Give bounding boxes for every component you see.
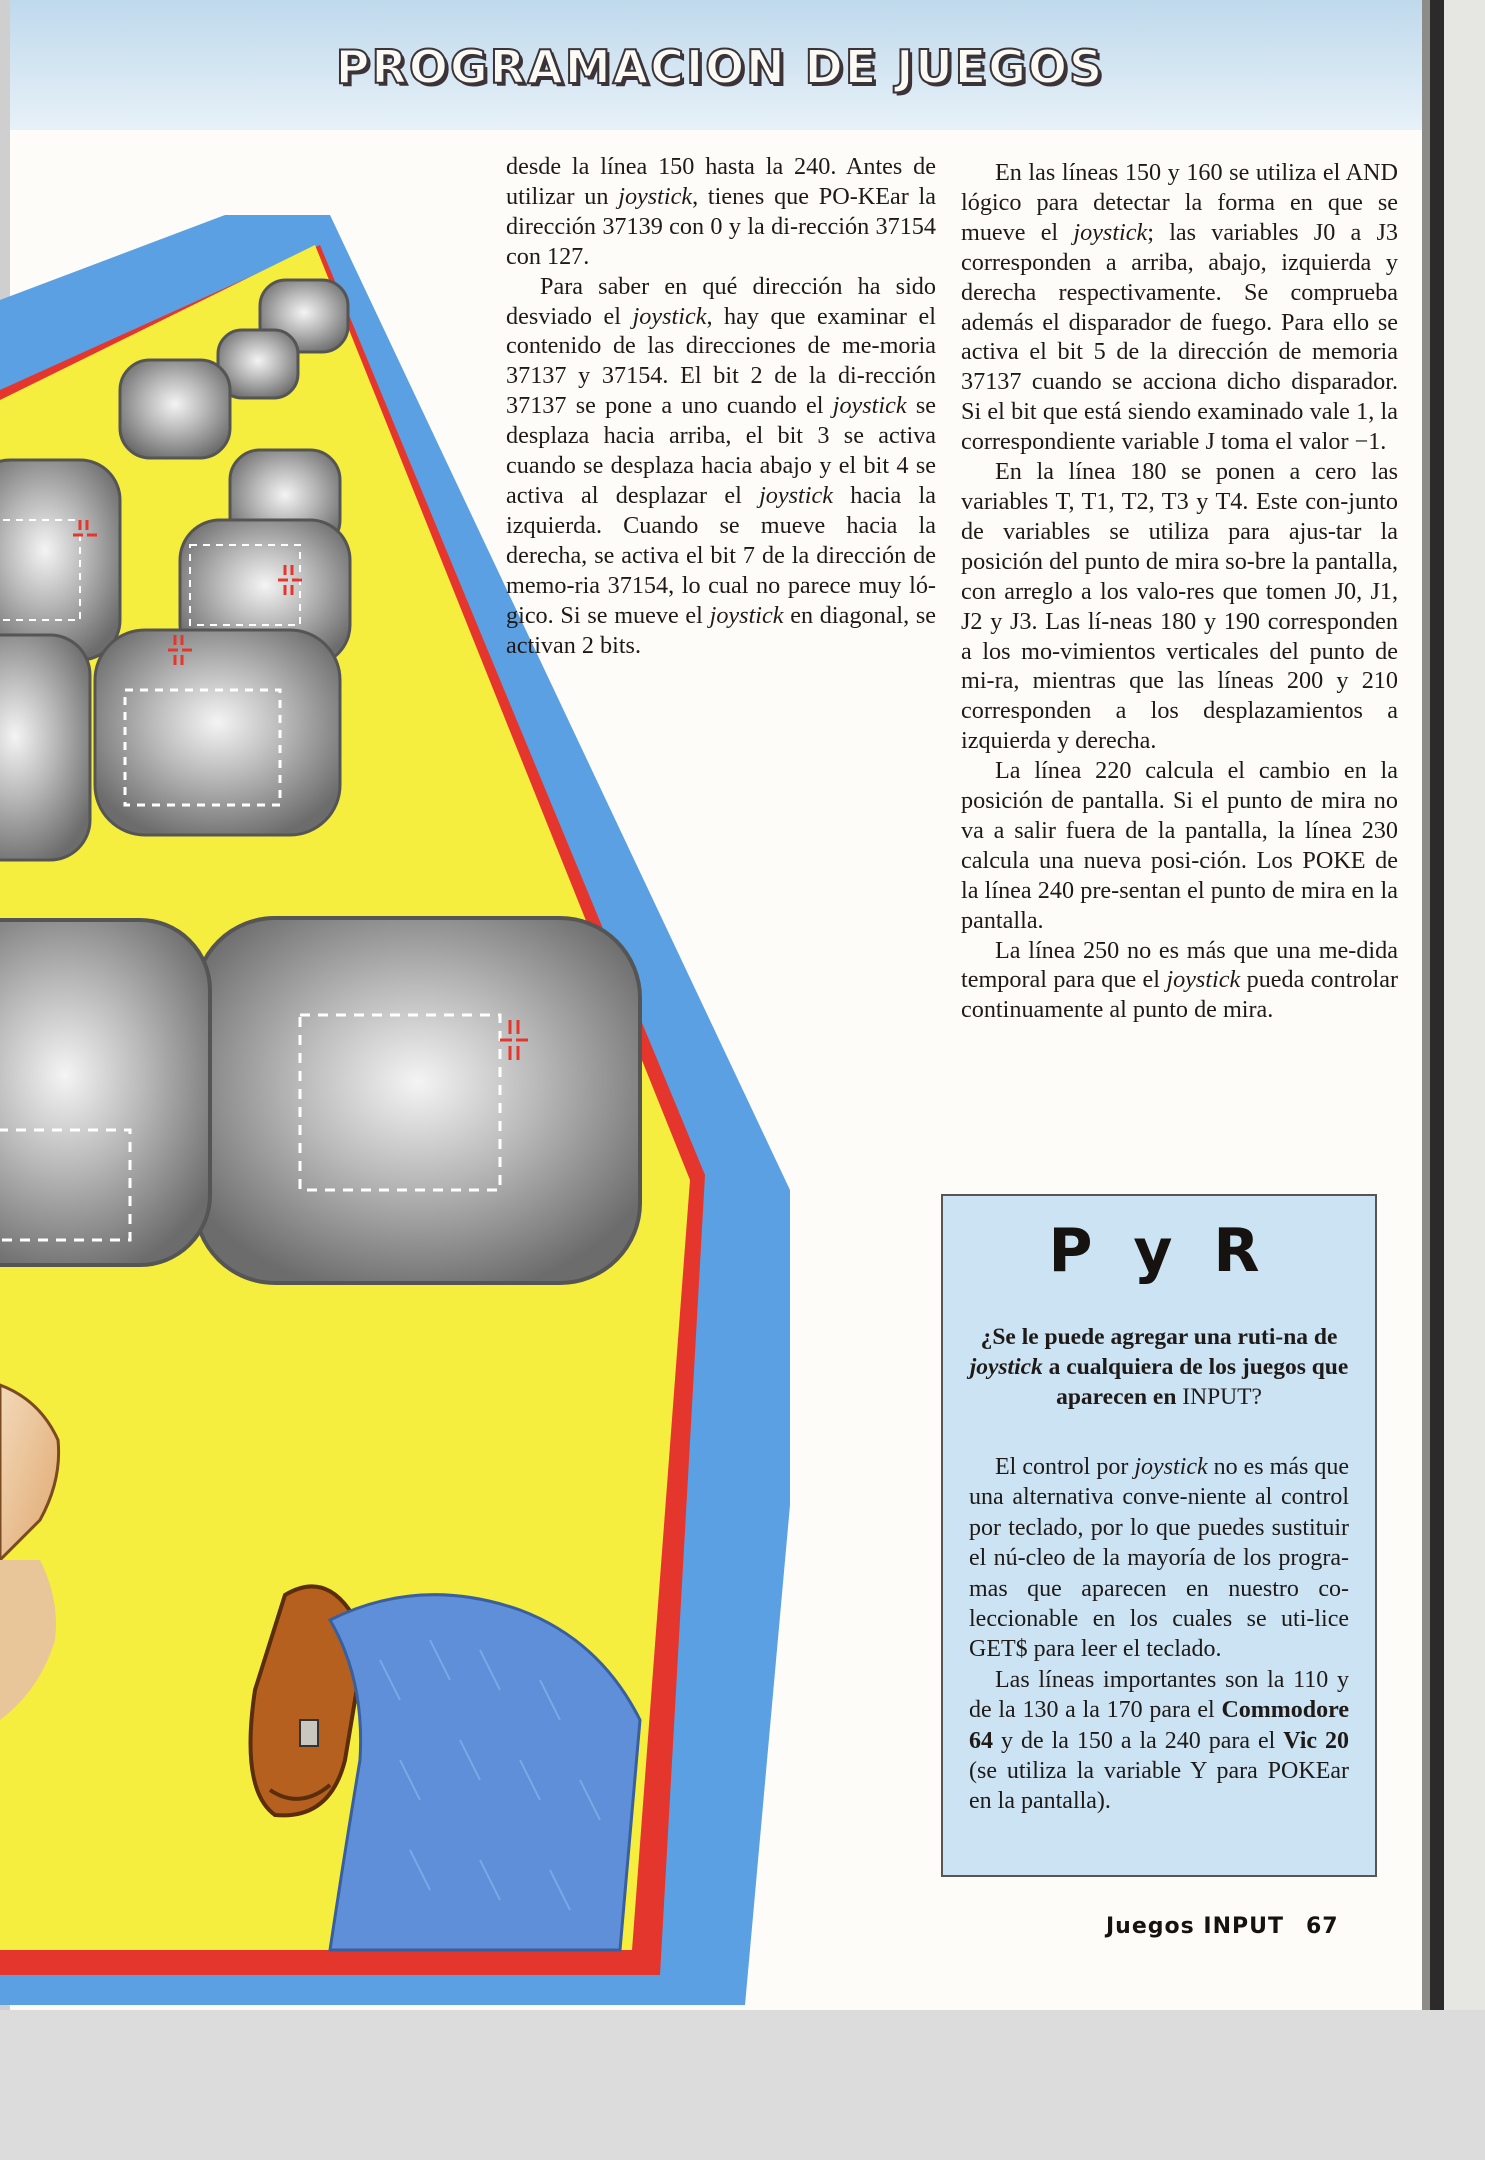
pyr-answer-paragraph-2: Las líneas importantes son la 110 y de la 130 a la 170 para el Commodore 64 y de la 150 a la 240 para el Vic 20 (se utiliza la variable Y para POKEar en la pantalla). <box>969 1666 1349 1815</box>
right-paragraph-4: La línea 250 no es más que una me-dida temporal para que el joystick pueda controlar continuamente al punto de mira. <box>961 936 1399 1024</box>
left-column <box>506 152 936 660</box>
right-paragraph-1: En las líneas 150 y 160 se utiliza el AND lógico para detectar la forma en que se mueve el joystick; las variables J0 a J3 corresponden a arriba, abajo, izquierda y derecha respectivamente. Se comprueba además el disparador de fuego. Para ello se activa el bit 5 de la dirección de memoria 37137 cuando se acciona dicho disparador. Si el bit que está siendo examinado vale 1, la correspondiente variable J toma el valor −1. <box>961 159 1398 456</box>
pyr-question: ¿Se le puede agregar una ruti-na de joystick a cualquiera de los juegos que aparecen en INPUT? <box>969 1324 1349 1410</box>
right-paragraph-2: En la línea 180 se ponen a cero las variables T, T1, T2, T3 y T4. Este con-junto de variables se utiliza para ajus-tar la posición del punto de mira so-bre la pantalla, con arreglo a los valo-res que tomen J0, J1, J2 y J3. Las lí-neas 180 y 190 corresponden a los mo-vimientos verticales del punto de mi-ra, mientras que las líneas 200 y 210 corresponden a los desplazamientos a izquierda y derecha. <box>961 458 1398 755</box>
binding-edge <box>1440 0 1485 2010</box>
pyr-title: P y R <box>1048 1216 1270 1286</box>
pyr-box <box>941 1194 1377 1877</box>
right-paragraph-3: La línea 220 calcula el cambio en la posición de pantalla. Si el punto de mira no va a salir fuera de la pantalla, la línea 230 calcula una nueva posi-ción. Los POKE de la línea 240 pre-sentan el punto de mira en la pantalla. <box>961 757 1398 934</box>
left-paragraph-1: desde la línea 150 hasta la 240. Antes de utilizar un joystick, tienes que PO-KEar la dirección 37139 con 0 y la di-rección 37154 con 127. <box>506 153 936 270</box>
right-column <box>961 158 1398 1025</box>
left-paragraph-2: Para saber en qué dirección ha sido desviado el joystick, hay que examinar el contenido de las direcciones de me-moria 37137 y 37154. El bit 2 de la di-rección 37137 se pone a uno cuando el joystick se desplaza hacia arriba, el bit 3 se activa cuando se desplaza hacia abajo y el bit 4 se activa al desplazar el joystick hacia la izquierda. Cuando se mueve hacia la derecha, se activa el bit 7 de la dirección de memo-ria 37154, lo cual no parece muy ló-gico. Si se mueve el joystick en diagonal, se activan 2 bits. <box>506 272 936 659</box>
publication-name: Juegos INPUT <box>1106 1914 1284 1939</box>
pyr-answer <box>969 1452 1349 1817</box>
page-footer <box>1106 1914 1339 1939</box>
pyr-answer-paragraph-1: El control por joystick no es más que una alternativa conve-niente al control por teclado, por lo que puedes sustituir el nú-cleo de la mayoría de los progra-mas que aparecen en nuestro co-leccionable en los cuales se uti-lice GET$ para leer el teclado. <box>969 1454 1349 1663</box>
page-title: PROGRAMACION DE JUEGOS <box>335 40 1105 94</box>
page-number: 67 <box>1305 1914 1339 1939</box>
